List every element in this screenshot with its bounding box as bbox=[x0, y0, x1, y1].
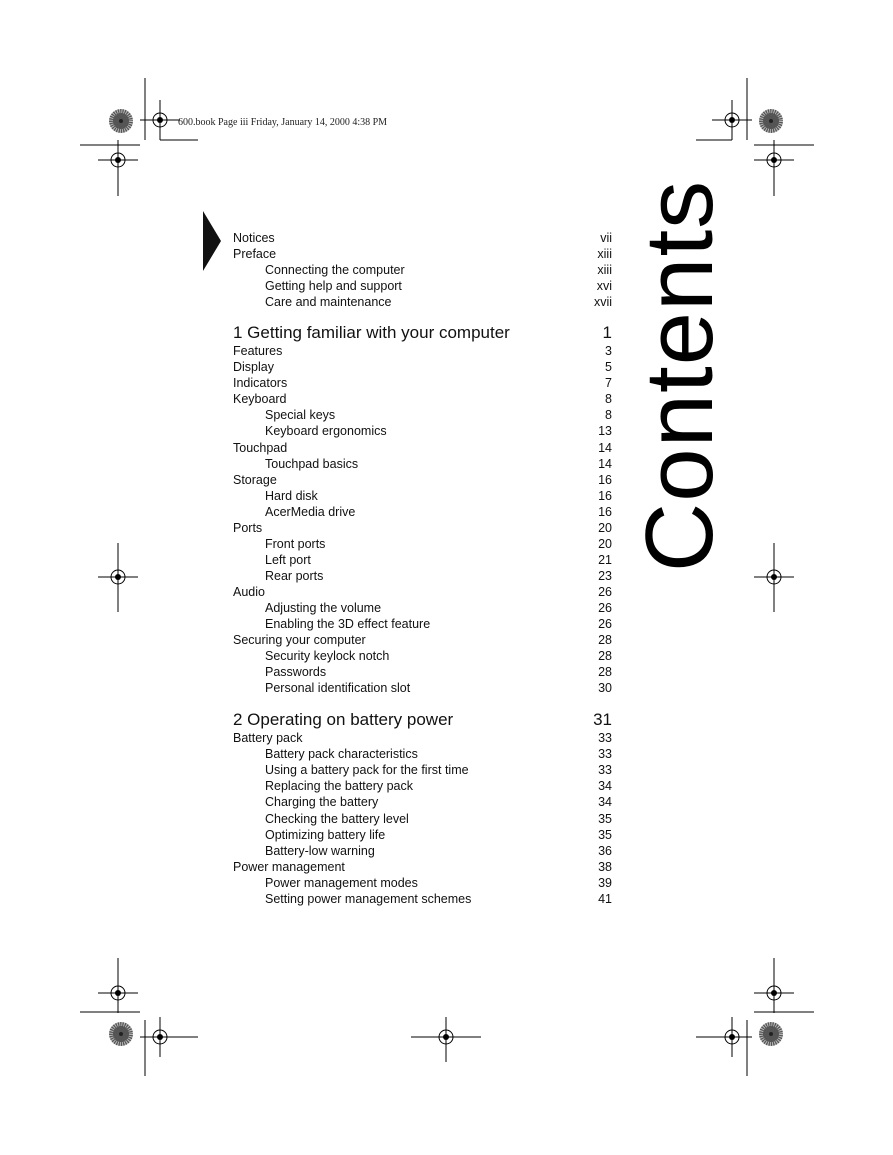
toc-entry-page: xvii bbox=[593, 295, 612, 310]
toc-entry-label: Indicators bbox=[233, 376, 288, 391]
toc-entry bbox=[233, 246, 612, 262]
toc-entry-label: Battery-low warning bbox=[265, 843, 375, 858]
toc-entry bbox=[233, 407, 612, 423]
toc-entry bbox=[233, 746, 612, 762]
toc-entry-label: Display bbox=[233, 360, 274, 375]
toc-entry bbox=[233, 278, 612, 294]
toc-entry-label: 2 Operating on battery power bbox=[233, 710, 454, 730]
chapters bbox=[233, 323, 612, 907]
toc-entry-label: Securing your computer bbox=[233, 633, 366, 648]
toc-entry-label: Ports bbox=[233, 520, 263, 535]
toc-entry bbox=[233, 891, 612, 907]
toc-entry-label: Keyboard bbox=[233, 392, 287, 407]
toc-entry bbox=[233, 616, 612, 632]
toc-entry-label: Power management bbox=[233, 859, 345, 874]
toc-entry bbox=[233, 456, 612, 472]
toc-entry bbox=[233, 391, 612, 407]
toc-entry-page: 5 bbox=[605, 360, 612, 375]
toc-entry-label: Hard disk bbox=[265, 488, 318, 503]
toc-entry bbox=[233, 584, 612, 600]
toc-entry-label: Touchpad bbox=[233, 440, 288, 455]
toc-entry-label: Enabling the 3D effect feature bbox=[265, 617, 431, 632]
toc-entry bbox=[233, 794, 612, 810]
toc-entry-page: 33 bbox=[598, 731, 612, 746]
toc-entry bbox=[233, 520, 612, 536]
toc-entry-page: 26 bbox=[598, 600, 612, 615]
toc-entry-label: Connecting the computer bbox=[265, 263, 405, 278]
starburst-icon bbox=[758, 1021, 784, 1047]
table-of-contents bbox=[233, 230, 612, 907]
toc-entry-label: Audio bbox=[233, 584, 265, 599]
toc-entry-label: Replacing the battery pack bbox=[265, 779, 414, 794]
toc-entry-label: 1 Getting familiar with your computer bbox=[233, 323, 510, 343]
starburst-icon bbox=[108, 108, 134, 134]
toc-entry bbox=[233, 648, 612, 664]
toc-entry-label: Security keylock notch bbox=[265, 649, 390, 664]
toc-entry bbox=[233, 568, 612, 584]
toc-entry bbox=[233, 488, 612, 504]
toc-entry bbox=[233, 536, 612, 552]
toc-entry-page: 35 bbox=[598, 811, 612, 826]
toc-entry-label: Left port bbox=[265, 552, 311, 567]
toc-entry-page: 16 bbox=[598, 504, 612, 519]
toc-entry-page: 16 bbox=[598, 488, 612, 503]
toc-entry-page: 16 bbox=[598, 472, 612, 487]
print-slug: 600.book Page iii Friday, January 14, 2000 4:38 PM bbox=[178, 117, 388, 128]
toc-entry-page: 1 bbox=[602, 323, 612, 343]
toc-entry-label: Power management modes bbox=[265, 875, 418, 890]
toc-entry-label: Optimizing battery life bbox=[265, 827, 386, 842]
toc-entry bbox=[233, 843, 612, 859]
section-arrow-icon bbox=[203, 211, 221, 271]
toc-entry bbox=[233, 230, 612, 246]
starburst-icon bbox=[758, 108, 784, 134]
toc-entry bbox=[233, 811, 612, 827]
chapter-heading bbox=[233, 710, 612, 730]
toc-entry bbox=[233, 359, 612, 375]
toc-entry-label: Passwords bbox=[265, 665, 327, 680]
toc-entry-label: Checking the battery level bbox=[265, 811, 409, 826]
toc-entry-page: 28 bbox=[598, 665, 612, 680]
toc-entry-page: 13 bbox=[598, 424, 612, 439]
toc-entry-label: Notices bbox=[233, 231, 275, 245]
toc-entry-label: Battery pack characteristics bbox=[265, 747, 418, 762]
page-title: Contents bbox=[626, 179, 733, 573]
toc-entry-label: Setting power management schemes bbox=[265, 891, 472, 906]
toc-entry-page: 28 bbox=[598, 649, 612, 664]
toc-entry bbox=[233, 680, 612, 696]
toc-entry-page: 23 bbox=[598, 568, 612, 583]
toc-entry-label: Using a battery pack for the first time bbox=[265, 763, 469, 778]
toc-entry-page: 38 bbox=[598, 859, 612, 874]
toc-entry-page: xiii bbox=[597, 263, 612, 278]
toc-entry bbox=[233, 262, 612, 278]
toc-entry-label: Features bbox=[233, 344, 283, 359]
starburst-icon bbox=[108, 1021, 134, 1047]
toc-entry-page: 8 bbox=[605, 408, 612, 423]
toc-entry-label: Charging the battery bbox=[265, 795, 379, 810]
toc-entry-label: Special keys bbox=[265, 408, 336, 423]
toc-entry-page: 26 bbox=[598, 584, 612, 599]
toc-entry-label: Rear ports bbox=[265, 568, 324, 583]
toc-entry-page: 35 bbox=[598, 827, 612, 842]
toc-entry bbox=[233, 375, 612, 391]
toc-entry-page: 39 bbox=[598, 875, 612, 890]
toc-entry-label: Care and maintenance bbox=[265, 295, 392, 310]
toc-entry bbox=[233, 730, 612, 746]
toc-entry-page: 20 bbox=[598, 536, 612, 551]
toc-entry-label: Adjusting the volume bbox=[265, 600, 382, 615]
toc-entry-page: xiii bbox=[597, 247, 612, 262]
toc-entry bbox=[233, 440, 612, 456]
toc-entry-label: Getting help and support bbox=[265, 279, 402, 294]
toc-entry bbox=[233, 875, 612, 891]
toc-entry bbox=[233, 552, 612, 568]
toc-entry-label: Personal identification slot bbox=[265, 681, 411, 696]
toc-entry bbox=[233, 664, 612, 680]
toc-entry bbox=[233, 859, 612, 875]
toc-entry-page: 33 bbox=[598, 747, 612, 762]
toc-entry-page: 30 bbox=[598, 681, 612, 696]
toc-entry-page: 34 bbox=[598, 795, 612, 810]
toc-entry-page: 14 bbox=[598, 440, 612, 455]
toc-entry-page: 36 bbox=[598, 843, 612, 858]
toc-entry-label: Battery pack bbox=[233, 731, 303, 746]
chapter-heading bbox=[233, 323, 612, 343]
toc-entry-label: Front ports bbox=[265, 536, 326, 551]
toc-entry bbox=[233, 504, 612, 520]
toc-entry-page: 21 bbox=[598, 552, 612, 567]
toc-entry bbox=[233, 294, 612, 310]
toc-entry-page: xvi bbox=[596, 279, 612, 294]
toc-entry bbox=[233, 632, 612, 648]
toc-entry-label: AcerMedia drive bbox=[265, 504, 356, 519]
toc-entry-page: 14 bbox=[598, 456, 612, 471]
toc-entry-label: Preface bbox=[233, 247, 277, 262]
toc-entry-page: 41 bbox=[598, 891, 612, 906]
toc-entry-page: 26 bbox=[598, 617, 612, 632]
toc-entry bbox=[233, 423, 612, 439]
toc-entry-page: 3 bbox=[605, 344, 612, 359]
toc-entry-page: 20 bbox=[598, 520, 612, 535]
toc-entry-page: 8 bbox=[605, 392, 612, 407]
toc-entry-page: 34 bbox=[598, 779, 612, 794]
toc-entry bbox=[233, 472, 612, 488]
toc-entry bbox=[233, 343, 612, 359]
toc-entry-label: Touchpad basics bbox=[265, 456, 359, 471]
toc-entry-page: vii bbox=[600, 231, 612, 245]
toc-entry-label: Storage bbox=[233, 472, 277, 487]
toc-entry-page: 7 bbox=[605, 376, 612, 391]
toc-entry bbox=[233, 827, 612, 843]
toc-entry-label: Keyboard ergonomics bbox=[265, 424, 387, 439]
front-matter bbox=[233, 230, 612, 310]
toc-entry-page: 28 bbox=[598, 633, 612, 648]
toc-entry-page: 33 bbox=[598, 763, 612, 778]
toc-entry-page: 31 bbox=[593, 710, 612, 730]
toc-entry bbox=[233, 600, 612, 616]
toc-entry bbox=[233, 778, 612, 794]
toc-entry bbox=[233, 762, 612, 778]
